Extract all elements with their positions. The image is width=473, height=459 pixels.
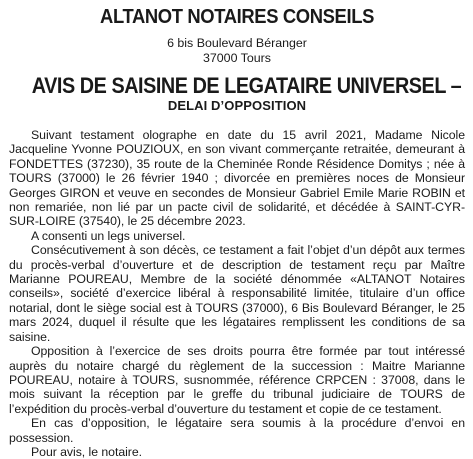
notice-body — [9, 128, 465, 459]
notice-subtitle: DELAI D’OPPOSITION — [167, 98, 307, 113]
paragraph-testament: Suivant testament olographe en date du 15 avril 2021, Madame Nicole Jacqueline Yvonne POUZIOUX, en son vivant commerçante retraitée, demeurant à FONDETTES (37230), 35 route de la Cheminée Ronde Résidence Domitys ; née à TOURS (37000) le 26 février 1940 ; divorcée en premières noces de Monsieur Georges GIRON et veuve en secondes de Monsieur Gabriel Emile Marie ROBIN et non remariée, non lié par un pacte civil de solidarité, et décédée à SAINT-CYR-SUR-LOIRE (37540), le 25 décembre 2023. — [9, 128, 465, 229]
paragraph-legacy: A consenti un legs universel. — [31, 228, 186, 243]
office-name: ALTANOT NOTAIRES CONSEILS — [100, 6, 374, 28]
paragraph-signature: Pour avis, le notaire. — [31, 444, 142, 459]
office-address — [9, 36, 465, 66]
paragraph-deposit: Consécutivement à son décès, ce testament a fait l’objet d’un dépôt aux termes du procès-verbal d’ouverture et de description de testament reçu par Maître Marianne POUREAU, Membre de la société dénommée «ALTANOT Notaires conseils», société d’exercice libéral à responsabilité limitée, titulaire d’un office notarial, dont le siège social est à TOURS (37000), 6 Bis Boulevard Béranger, le 25 mars 2024, duquel il résulte que les légataires remplissent les conditions de sa saisine. — [9, 243, 465, 344]
paragraph-procedure: En cas d’opposition, le légataire sera soumis à la procédure d’envoi en possession. — [9, 416, 465, 445]
notice-title: AVIS DE SAISINE DE LEGATAIRE UNIVERSEL – — [31, 73, 462, 98]
paragraph-opposition: Opposition à l’exercice de ses droits pourra être formée par tout intéressé auprès du notaire chargé du règlement de la succession : Maitre Marianne POUREAU, notaire à TOURS, susnommée, référence CRPCEN : 37008, dans le mois suivant la réception par le greffe du tribunal judiciaire de TOURS de l’expédition du procès-verbal d’ouverture du testament et copie de ce testament. — [9, 344, 465, 416]
office-address-street: 6 bis Boulevard Béranger — [167, 36, 307, 50]
office-address-city: 37000 Tours — [203, 51, 271, 65]
